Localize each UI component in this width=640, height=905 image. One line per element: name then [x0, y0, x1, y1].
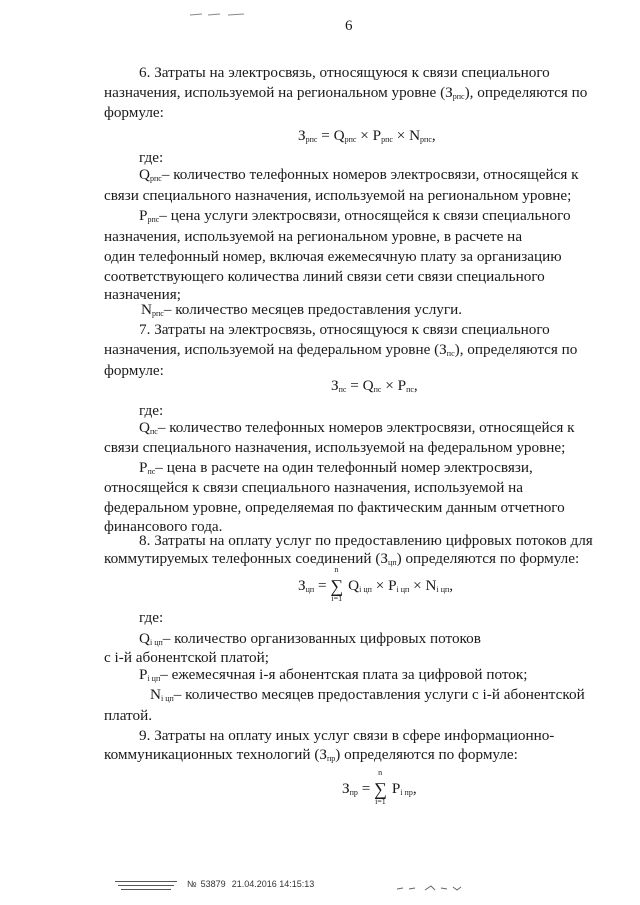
text-line: $P_{i цп}-$ ежемесячная i-я абонентская плата за цифровой поток;	[139, 666, 528, 683]
text-line: соответствующего количества линий связи сети связи специального	[104, 268, 545, 285]
text-line: где:	[139, 402, 164, 419]
formula-z-rps: $З_{рпс} = Q_{рпс} \times P_{рпс} \times N_{рпс}$,	[298, 127, 436, 144]
text-line: где:	[139, 609, 164, 626]
text-line: $Q_{пс}-$ количество телефонных номеров электросвязи, относящейся к	[139, 419, 575, 436]
text-line: 6. Затраты на электросвязь, относящуюся к связи специального	[139, 64, 550, 81]
text-line: $Q_{i цп}-$ количество организованных цифровых потоков	[139, 630, 481, 647]
text-line: коммуникационных технологий $(З_{пр})$ определяются по формуле:	[104, 746, 518, 763]
text-line: назначения, используемой на федеральном уровне $(З_{пс})$, определяются по	[104, 341, 578, 358]
text-line: назначения;	[104, 286, 181, 303]
text-line: 9. Затраты на оплату иных услуг связи в сфере информационно-	[139, 727, 555, 744]
text-line: с i-й абонентской платой;	[104, 649, 269, 666]
text-line: $Q_{рпс}-$ количество телефонных номеров электросвязи, относящейся к	[139, 166, 579, 183]
text-line: 8. Затраты на оплату услуг по предоставлению цифровых потоков для	[139, 532, 593, 549]
registry-stamp-icon	[115, 877, 177, 891]
text-line: формуле:	[104, 104, 164, 121]
text-line: связи специального назначения, используемой на федеральном уровне;	[104, 439, 566, 456]
formula-z-pr: $З_{пр}$ = n ∑ i=1 $P_{i пр}$,	[342, 768, 417, 806]
text-line: $N_{i цп}-$ количество месяцев предоставления услуги с i-й абонентской	[150, 686, 585, 703]
formula-z-cp: $З_{цп}$ = n ∑ i=1 $Q_{i цп} \times P_{i цп} \times N_{i цп}$,	[298, 565, 454, 603]
text-line: где:	[139, 149, 164, 166]
number-sign: №	[187, 879, 197, 889]
text-line: назначения, используемой на региональном уровне $(З_{рпс})$, определяются по	[104, 84, 588, 101]
text-line: $N_{рпс}-$ количество месяцев предоставления услуги.	[141, 301, 463, 318]
doc-number: 53879	[200, 879, 226, 889]
footer	[115, 877, 314, 891]
text-line: формуле:	[104, 362, 164, 379]
text-line: $P_{рпс}-$ цена услуги электросвязи, относящейся к связи специального	[139, 207, 571, 224]
text-line: связи специального назначения, используемой на региональном уровне;	[104, 187, 572, 204]
text-line: $P_{пс}-$ цена в расчете на один телефонный номер электросвязи,	[139, 459, 533, 476]
text-line: 7. Затраты на электросвязь, относящуюся к связи специального	[139, 321, 550, 338]
text-line: коммутируемых телефонных соединений $(З_{цп})$ определяются по формуле:	[104, 550, 580, 567]
text-line: платой.	[104, 707, 153, 724]
page-number: 6	[345, 18, 353, 34]
text-line: финансового года.	[104, 518, 223, 535]
text-line: федеральном уровне, определяемая по фактическим данным отчетного	[104, 499, 565, 516]
doc-datetime: 21.04.2016 14:15:13	[231, 879, 315, 889]
text-line: один телефонный номер, включая ежемесячную плату за организацию	[104, 248, 562, 265]
signature-mark	[395, 880, 475, 898]
top-scan-mark	[188, 4, 248, 22]
text-line: назначения, используемой на региональном уровне, в расчете на	[104, 228, 523, 245]
formula-z-ps: $З_{пс} = Q_{пс} \times P_{пс}$,	[331, 377, 418, 394]
text-line: относящейся к связи специального назначения, используемой на	[104, 479, 523, 496]
